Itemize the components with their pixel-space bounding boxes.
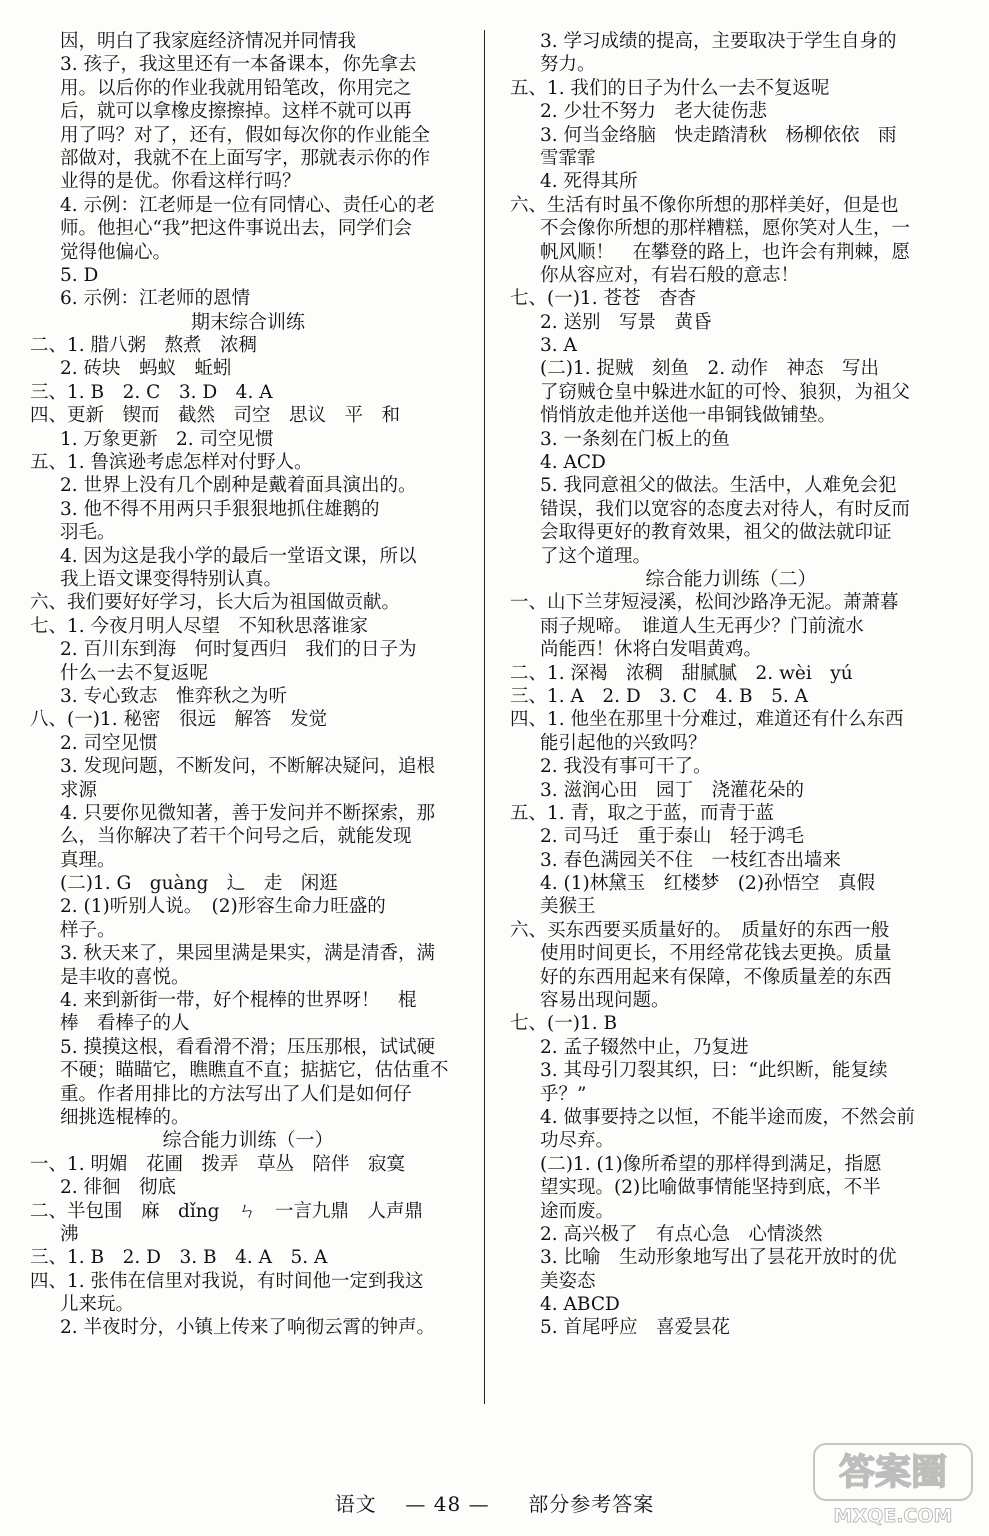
answer-line: 3. 发现问题，不断发问，不断解决疑问，追根 bbox=[60, 756, 436, 778]
answer-line: 4. 因为这是我小学的最后一堂语文课，所以 bbox=[60, 545, 417, 567]
answer-line: 样子。 bbox=[60, 919, 116, 941]
answer-line: 能引起他的兴致吗？ bbox=[540, 732, 707, 754]
answer-line: 4. 做事要持之以恒，不能半途而废，不然会前 bbox=[540, 1106, 916, 1128]
answer-line: 美姿态 bbox=[540, 1270, 596, 1292]
answer-line: 七、(一)1. 苍苍 杳杳 bbox=[510, 288, 696, 310]
footer-page-number: — 48 — bbox=[405, 1492, 490, 1516]
answer-line: 三、1. A 2. D 3. C 4. B 5. A bbox=[510, 685, 808, 707]
answer-line: 一、山下兰芽短浸溪，松间沙路净无泥。萧萧暮 bbox=[510, 592, 899, 614]
answer-line: 4. 示例：江老师是一位有同情心、责任心的老 bbox=[60, 194, 436, 216]
left-column bbox=[30, 30, 466, 1340]
answer-line: 二、1. 深褐 浓稠 甜腻腻 2. wèi yú bbox=[510, 662, 853, 684]
answer-line: 乎？” bbox=[540, 1083, 587, 1105]
answer-line: 部做对，我就不在上面写字，那就表示你的作 bbox=[60, 147, 431, 169]
answer-line: 因，明白了我家庭经济情况并同情我 bbox=[60, 31, 357, 52]
watermark-logo-text: 答案圈 bbox=[838, 1452, 948, 1493]
answer-line: 使用时间更长，不用经常花钱去更换。质量 bbox=[540, 943, 892, 965]
answer-line: 2. 砖块 蚂蚁 蚯蚓 bbox=[60, 358, 232, 380]
column-divider bbox=[484, 30, 485, 1404]
answer-line: 4. (1)林黛玉 红楼梦 (2)孙悟空 真假 bbox=[540, 873, 875, 895]
answer-line: 四、1. 他坐在那里十分难过，难道还有什么东西 bbox=[510, 709, 904, 731]
answer-line: 细挑选棍棒的。 bbox=[60, 1106, 190, 1128]
section-heading: 综合能力训练（一） bbox=[162, 1129, 334, 1152]
answer-line: 三、1. B 2. C 3. D 4. A bbox=[30, 381, 273, 403]
answer-line: 觉得他偏心。 bbox=[60, 241, 172, 263]
answer-line: 了这个道理。 bbox=[540, 545, 652, 567]
answer-line: 八、(一)1. 秘密 很远 解答 发觉 bbox=[30, 709, 327, 731]
answer-line: 不会像你所想的那样糟糕，愿你笑对人生，一 bbox=[540, 218, 911, 240]
answer-line: 3. 滋润心田 园丁 浇灌花朵的 bbox=[540, 779, 805, 801]
answer-line: 雨子规啼。 谁道人生无再少？门前流水 bbox=[540, 615, 864, 637]
watermark-site-text: MXQE.COM bbox=[833, 1505, 953, 1527]
answer-line: 5. 摸摸这根，看看滑不滑；压压那根，试试硬 bbox=[60, 1036, 436, 1058]
answer-line: 3. 专心致志 惟弈秋之为听 bbox=[60, 685, 288, 707]
answer-line: 了窃贼仓皇中躲进水缸的可怜、狼狈，为祖父 bbox=[540, 381, 911, 403]
answer-line: 六、买东西要买质量好的。 质量好的东西一般 bbox=[510, 919, 890, 941]
answer-line: 三、1. B 2. D 3. B 4. A 5. A bbox=[30, 1247, 328, 1269]
answer-line: 望实现。(2)比喻做事情能坚持到底，不半 bbox=[540, 1177, 881, 1199]
answer-line: 3. 秋天来了，果园里满是果实，满是清香，满 bbox=[60, 943, 436, 965]
answer-line: 6. 示例：江老师的恩情 bbox=[60, 288, 251, 310]
answer-line: 4. ABCD bbox=[540, 1294, 620, 1316]
answer-line: 2. 我没有事可干了。 bbox=[540, 756, 712, 778]
answer-line: 2. 送别 写景 黄昏 bbox=[540, 311, 712, 333]
answer-line: 1. 万象更新 2. 司空见惯 bbox=[60, 428, 274, 450]
answer-line: 六、生活有时虽不像你所想的那样美好，但是也 bbox=[510, 194, 899, 216]
answer-line: 好的东西用起来有保障，不像质量差的东西 bbox=[540, 966, 892, 988]
right-column bbox=[510, 30, 952, 1340]
answer-line: 3. 他不得不用两只手狠狠地抓住雄鹅的 bbox=[60, 498, 380, 520]
answer-line: 四、1. 张伟在信里对我说，有时间他一定到我这 bbox=[30, 1270, 424, 1292]
section-heading: 综合能力训练（二） bbox=[645, 567, 817, 590]
answer-line: 五、1. 青，取之于蓝，而青于蓝 bbox=[510, 802, 775, 824]
answer-line: 儿来玩。 bbox=[60, 1294, 135, 1316]
answer-line: 2. 世界上没有几个剧种是戴着面具演出的。 bbox=[60, 475, 417, 497]
answer-line: 4. 死得其所 bbox=[540, 171, 638, 193]
watermark-logo bbox=[808, 1440, 978, 1530]
answer-line: 什么一去不复返呢 bbox=[60, 662, 209, 684]
answer-line: 3. 学习成绩的提高，主要取决于学生自身的 bbox=[540, 31, 897, 52]
answer-line: 一、1. 明媚 花圃 拨弄 草丛 陪伴 寂寞 bbox=[30, 1153, 406, 1175]
answer-line: 七、1. 今夜月明人尽望 不知秋思落谁家 bbox=[30, 615, 369, 637]
answer-line: 2. 司空见惯 bbox=[60, 732, 158, 754]
answer-line: 2. 司马迁 重于泰山 轻于鸿毛 bbox=[540, 826, 805, 848]
footer-subject: 语文 bbox=[334, 1492, 377, 1516]
answer-line: (二)1. 捉贼 刻鱼 2. 动作 神态 写出 bbox=[540, 358, 879, 380]
answer-line: 五、1. 我们的日子为什么一去不复返呢 bbox=[510, 77, 830, 99]
answer-line: 美猴王 bbox=[540, 896, 596, 918]
answer-line: (二)1. G guàng 辶 走 闲逛 bbox=[60, 873, 338, 895]
answer-line: (二)1. (1)像所希望的那样得到满足，指愿 bbox=[540, 1153, 882, 1175]
answer-line: 4. 来到新街一带，好个棍棒的世界呀！ 棍 bbox=[60, 990, 417, 1012]
answer-line: 3. 春色满园关不住 一枝红杏出墙来 bbox=[540, 849, 842, 871]
answer-line: 棒 看棒子的人 bbox=[60, 1013, 190, 1035]
answer-line: 二、半包围 麻 dǐng ㄣ 一言九鼎 人声鼎 bbox=[30, 1200, 424, 1222]
answer-line: 2. (1)听别人说。 (2)形容生命力旺盛的 bbox=[60, 896, 386, 918]
answer-line: 功尽弃。 bbox=[540, 1130, 615, 1152]
answer-line: 3. 孩子，我这里还有一本备课本，你先拿去 bbox=[60, 54, 417, 76]
answer-line: 用。以后你的作业我就用铅笔改，你用完之 bbox=[60, 77, 412, 99]
answer-line: 努力。 bbox=[540, 54, 596, 76]
answer-line: 途而废。 bbox=[540, 1200, 615, 1222]
answer-line: 尚能西！休将白发唱黄鸡。 bbox=[540, 639, 763, 661]
answer-line: 你从容应对，有岩石般的意志！ bbox=[540, 264, 800, 286]
answer-line: 2. 高兴极了 有点心急 心情淡然 bbox=[540, 1223, 823, 1245]
answer-line: 2. 百川东到海 何时复西归 我们的日子为 bbox=[60, 639, 417, 661]
answer-line: 2. 半夜时分，小镇上传来了响彻云霄的钟声。 bbox=[60, 1317, 436, 1339]
answer-line: 4. ACD bbox=[540, 452, 606, 474]
answer-line: 会取得更好的教育效果，祖父的做法就印证 bbox=[540, 522, 892, 544]
answer-line: 重。作者用排比的方法写出了人们是如何仔 bbox=[60, 1083, 412, 1105]
answer-line: 师。他担心“我”把这件事说出去，同学们会 bbox=[60, 218, 412, 240]
answer-line: 么，当你解决了若干个问号之后，就能发现 bbox=[60, 826, 412, 848]
answer-line: 3. 何当金络脑 快走踏清秋 杨柳依依 雨 bbox=[540, 124, 897, 146]
answer-line: 不硬；瞄瞄它，瞧瞧直不直；掂掂它，估估重不 bbox=[60, 1060, 449, 1082]
answer-line: 2. 徘徊 彻底 bbox=[60, 1177, 177, 1199]
answer-line: 二、1. 腊八粥 熬煮 浓稠 bbox=[30, 335, 258, 357]
answer-line: 2. 少壮不努力 老大徒伤悲 bbox=[540, 101, 768, 123]
answer-line: 悄悄放走他并送他一串铜钱做铺垫。 bbox=[540, 405, 837, 427]
answer-line: 七、(一)1. B bbox=[510, 1013, 618, 1035]
answer-line: 3. 其母引刀裂其织，曰：“此织断，能复续 bbox=[540, 1060, 888, 1082]
section-heading: 期末综合训练 bbox=[190, 310, 305, 333]
answer-line: 我上语文课变得特别认真。 bbox=[60, 568, 283, 590]
answer-line: 5. D bbox=[60, 264, 99, 286]
answer-line: 3. 一条刻在门板上的鱼 bbox=[540, 428, 731, 450]
answer-line: 六、我们要好好学习，长大后为祖国做贡献。 bbox=[30, 592, 401, 614]
answer-line: 容易出现问题。 bbox=[540, 990, 670, 1012]
answer-line: 用了吗？对了，还有，假如每次你的作业能全 bbox=[60, 124, 431, 146]
answer-line: 错误，我们以宽容的态度去对待人，有时反而 bbox=[540, 498, 911, 520]
answer-line: 4. 只要你见微知著，善于发问并不断探索，那 bbox=[60, 802, 436, 824]
answer-line: 五、1. 鲁滨逊考虑怎样对付野人。 bbox=[30, 452, 313, 474]
footer-section: 部分参考答案 bbox=[528, 1492, 655, 1516]
answer-line: 真理。 bbox=[60, 849, 116, 871]
answer-line: 业得的是优。你看这样行吗？ bbox=[60, 171, 301, 193]
answer-line: 四、更新 锲而 截然 司空 思议 平 和 bbox=[30, 405, 401, 427]
answer-line: 羽毛。 bbox=[60, 522, 116, 544]
answer-line: 后，就可以拿橡皮擦擦掉。这样不就可以再 bbox=[60, 101, 412, 123]
answer-line: 雪霏霏 bbox=[540, 147, 596, 169]
answer-line: 3. 比喻 生动形象地写出了昙花开放时的优 bbox=[540, 1247, 897, 1269]
answer-line: 3. A bbox=[540, 335, 577, 357]
answer-line: 沸 bbox=[60, 1223, 79, 1245]
answer-line: 帆风顺！ 在攀登的路上，也许会有荆棘，愿 bbox=[540, 241, 911, 263]
answer-line: 是丰收的喜悦。 bbox=[60, 966, 190, 988]
answer-line: 5. 我同意祖父的做法。生活中，人难免会犯 bbox=[540, 475, 897, 497]
answer-line: 5. 首尾呼应 喜爱昙花 bbox=[540, 1317, 731, 1339]
answer-line: 求源 bbox=[60, 779, 98, 801]
answer-line: 2. 孟子辍然中止，乃复进 bbox=[540, 1036, 749, 1058]
